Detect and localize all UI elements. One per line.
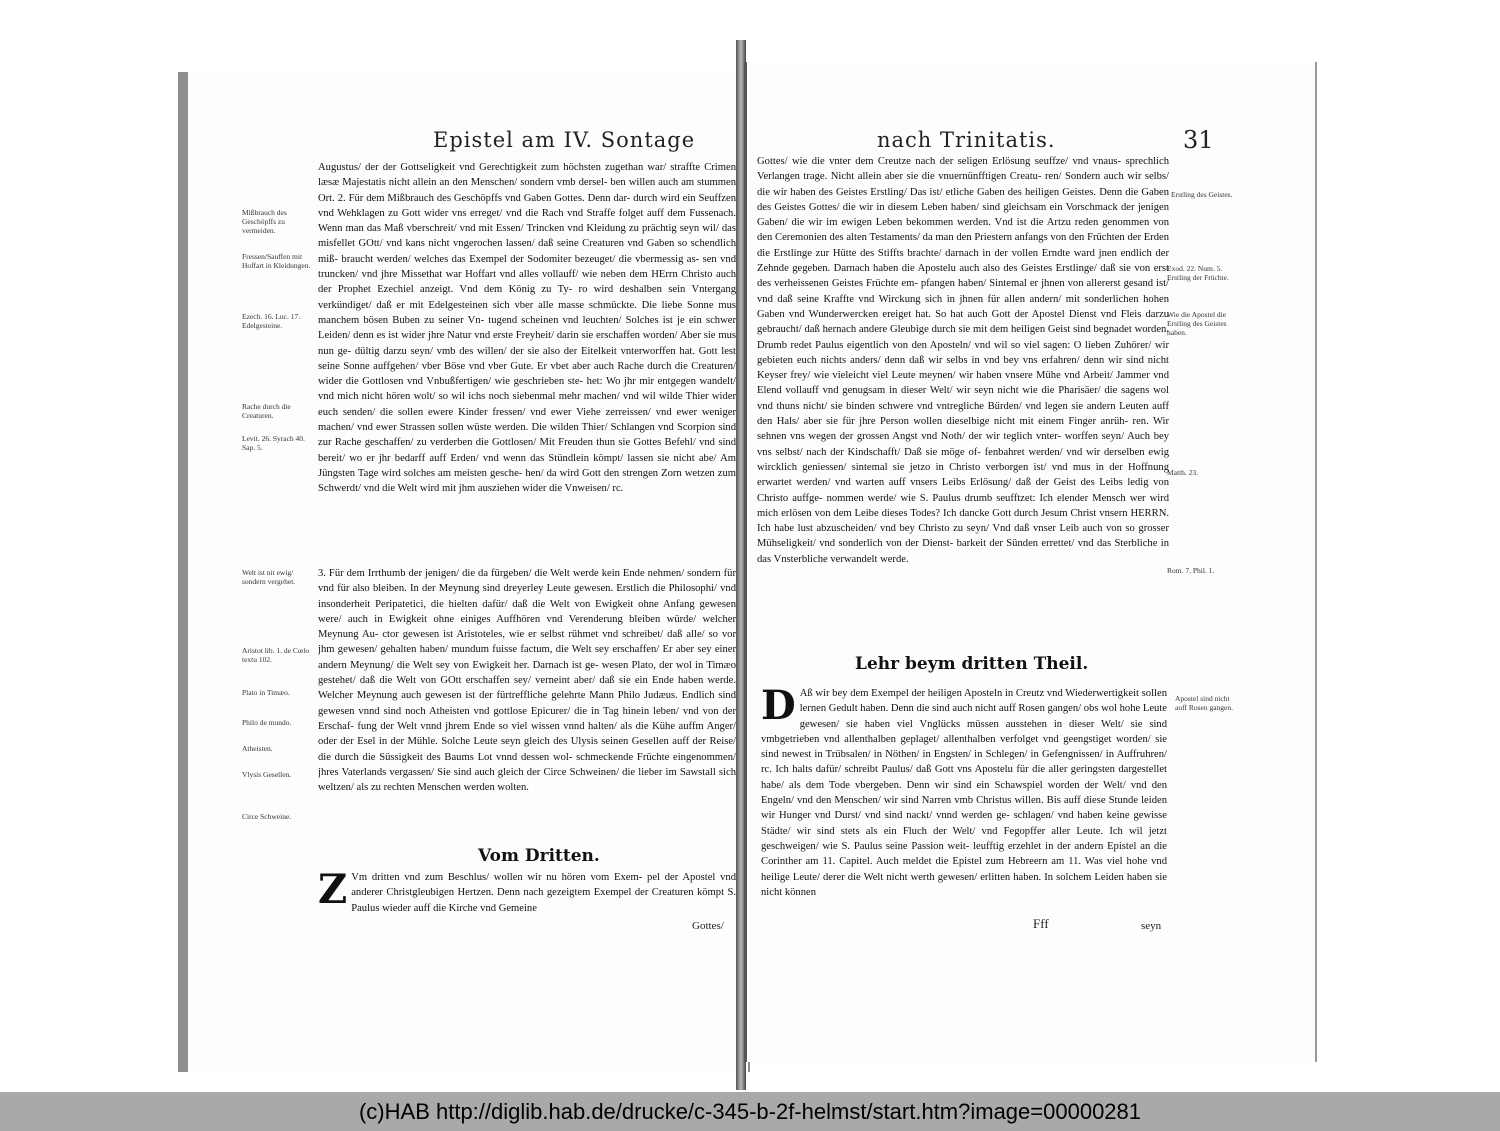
margin-note: Plato in Timæo. [242, 688, 290, 697]
margin-note: Erstling des Geistes. [1171, 190, 1233, 199]
section-heading: Lehr beym dritten Theil. [855, 654, 1089, 674]
margin-note: Ezech. 16. Luc. 17. Edelgesteine. [242, 312, 301, 330]
left-body-paragraph-3 [318, 870, 736, 918]
margin-note: Apostel sind nicht auff Rosen gangen. [1175, 694, 1233, 712]
right-page [744, 62, 1317, 1062]
section-heading: Vom Dritten. [478, 846, 600, 866]
margin-note: Rache durch die Creaturen. [242, 402, 291, 420]
left-page [178, 72, 750, 1072]
drop-cap: Z [318, 870, 348, 913]
paragraph-text: Aß wir bey dem Exempel der heiligen Aposteln in Creutz vnd Wiederwertigkeit sollen lernen Gedult haben. Denn die sind auch nicht auff Rosen gangen/ obs wol hohe Leute gewesen/ sie haben viel Vnglücks müssen ausstehen in dieser Welt/ sie sind vmbgetrieben vnd allenthalben geplaget/ allenthalben verfolget vnd geengstiget worden/ sie sind newest in Trübsalen/ in Nöthen/ in Engsten/ in Schlegen/ in Gefengnissen/ in Auffruhren/ rc. Ich halts dafür/ schreibt Paulus/ daß Gott vns Apostelu für die aller geringsten dargestellet habe/ als dem Tode vbergeben. Denn wir sind ein Schawspiel worden der Welt/ vnd den Engeln/ vnd den Menschen/ wir sind Narren vmb Christus willen. Bis auff diese Stunde leiden wir Hunger vnd Durst/ vnd sind nackt/ vnnd werden ge- schlagen/ vnd haben keine gewisse Städte/ wir sind stets als ein Fluch der Welt/ vnd Fegopffer aller Leute. Ich wil jetzt geschweigen/ wie S. Paulus seine Passion weit- leufftig erzehlet in der andern Epistel an die Corinther am 11. Capitel. Auch meldet die Epistel zum Hebreern am 11. Was viel hohe vnd heilige Leute/ derer die Welt nicht werth gewesen/ erlitten haben. In solchem Leiden haben sie nicht können [761, 688, 1167, 898]
catchword: Gottes/ [692, 920, 724, 932]
margin-note: Levit. 26. Syrach 40. Sap. 5. [242, 434, 305, 452]
footer-url-text: (c)HAB http://diglib.hab.de/drucke/c-345-b-2f-helmst/start.htm?image=00000281 [358, 1098, 1142, 1124]
margin-note: Wie die Apostel die Erstling des Geistes haben. [1167, 310, 1227, 337]
margin-note: Vlysis Gesellen. [242, 770, 292, 779]
margin-note: Welt ist nit ewig/ sondern vergehet. [242, 568, 296, 586]
paragraph-text: Vm dritten vnd zum Beschlus/ wollen wir nu hören vom Exem- pel der Apostel vnd anderer Christgleubigen Hertzen. Denn nach gezeigtem Exempel der Creaturen kömpt S. Paulus wieder auff die Kirche vnd Gemeine [351, 872, 736, 914]
right-running-header: nach Trinitatis. [877, 128, 1056, 152]
margin-note: Aristot lib. 1. de Cœlo textu 102. [242, 646, 310, 664]
margin-note: Atheisten. [242, 744, 273, 753]
drop-cap: D [761, 686, 796, 729]
margin-note: Matth. 23. [1167, 468, 1199, 477]
left-body-paragraph-1: Augustus/ der der Gottseligkeit vnd Gerechtigkeit zum höchsten zugethan war/ straffte Crimen læsæ Majestatis nicht allein an den Menschen/ sondern vmb dersel- ben willen auch am stummen Ort. 2. Für dem Mißbrauch des Geschöpffs vnd Gaben Gottes. Denn dar- durch wird ein Seuffzen vnd Wehklagen zu Gott wider vns erreget/ vnd die Rach vnd Straffe folget auff dem Fussenach. Wenn man das Maß vberschreit/ vnd mit Essen/ Trincken vnd Kleidung zu prächtig seyn wil/ das misfellet GOtt/ vnd kans nicht vngerochen lassen/ daß seine Creaturen vnd Gaben so schendlich miß- braucht werden/ welches das Exempel der Sodomiter bezeuget/ die vbermessig as- sen vnd truncken/ vnd jhre Missethat war Hoffart vnd alles vollauff/ wie neben dem HErrn Christo auch der Prophet Ezechiel anzeigt. Vnd dem König zu Ty- ro wird deshalben sein Vntergang verkündiget/ daß er mit Edelgesteinen sich vber alle masse schmückte. Die liebe Sonne mus manchem bösen Buben zu seiner Vn- tugend scheinen vnd leuchten/ Solches ist je ein schwer Leiden/ denn es ist wider jhre Natur vnd erste Freyheit/ darin sie erschaffen worden/ Aber sie mus nun ge- dültig darzu seyn/ vmb des willen/ der sie also der Eitelkeit vnterworffen hat. Gott lest seine Sonne auffgehen/ vber Böse vnd vber Gute. Er vbet aber auch Rache durch die Creaturen/ wider die Gottlosen vnd Vnbußfertigen/ wie geschrieben ste- het: Wo jhr mir entgegen wandelt/ vnd mich nicht hören wolt/ so wil ichs noch siebenmal mehr machen/ vnd wil wilde Thier wider euch senden/ die sollen ewere Kinder fressen/ vnd ewer Viehe zerreissen/ vnd ewer weniger machen/ vnd ewer Strassen sollen wüste werden. Die wilden Thier/ Schlangen vnd Scorpion sind zur Rache geschaffen/ zu verderben die Gottlosen/ Mit Freuden thun sie Gottes Befehl/ vnd sind bereit/ wo er jhr bedarff auff Erden/ vnd wenn das Stündlein kömpt/ lassen sie nicht abe/ Am Jüngsten Tage wird solches am meisten gesche- hen/ da wird Gott den strengen Zorn wetzen zum Schwerdt/ vnd die Welt wird mit jhm ausziehen wider die Vnweisen/ rc. [318, 162, 736, 495]
left-running-header: Epistel am IV. Sontage [433, 128, 696, 152]
copyright-footer [0, 1092, 1500, 1131]
left-body-paragraph-2: 3. Für dem Irrthumb der jenigen/ die da fürgeben/ die Welt werde kein Ende nehmen/ sondern für vnd für also bleiben. In der Meynung sind dreyerley Leute gewesen. Erstlich die Philosophi/ vnd insonderheit Peripatetici, die hielten dafür/ daß die Welt von Ewigkeit ohne Anfang gewesen were/ auch in Ewigkeit ohne einiges Auffhören vnd Verenderung bleiben würde/ welcher Meynung Au- ctor gewesen ist Aristoteles, wie er selbst rühmet vnd schreibet/ daß alle/ so vor jhm gewesen/ gehalten haben/ mundum fuisse factum, die Welt sey erschaffen/ Er aber sey einer andern Meynung/ die Welt sey von Ewigkeit her. Darnach ist ge- wesen Plato, der wol in Timæo gestehet/ daß die Welt von GOtt erschaffen sey/ verneint aber/ daß sie ein Ende haben werde. Welcher Meynung auch gewesen ist der fürtreffliche gelehrte Mann Philo Judæus. Endlich sind gewesen vnnd sind noch Atheisten vnd gottlose Epicurer/ die in Tag hinein leben/ vnd von der Erschaf- fung der Welt vnnd jhrem Ende so viel wissen vnnd halten/ als die Kühe auffm Anger/ oder der Esel in der Mühle. Solche Leute seyn gleich des Ulysis seinen Gesellen auff der Reise/ die durch die Süssigkeit des Baums Lot vnnd dessen wol- schmeckende Früchte eingenommen/ jhres Vaterlands vergassen/ Sie sind auch gleich der Circe Schweinen/ die lieber im Sawstall sich weltzen/ als zu rechten Menschen werden wolten. [318, 568, 736, 794]
margin-note: Rom. 7. Phil. 1. [1167, 566, 1215, 575]
margin-note: Mißbrauch des Geschöpffs zu vermeiden. [242, 208, 287, 235]
margin-note: Fressen/Sauffen mit Hoffart in Kleidungen. [242, 252, 311, 270]
right-body-paragraph-1: Gottes/ wie die vnter dem Creutze nach der seligen Erlösung seuffze/ vnd vnaus- sprechlich Verlangen trage. Nicht allein aber sie die vnuernünfftigen Creatu- ren/ Sondern auch wir selbs/ die wir haben des Geistes Erstling/ Das ist/ etliche Gaben des heiligen Geistes. Denn die Gaben des Geistes Gottes/ die wir in diesem Leben haben/ sind gleichsam ein Vorschmack der jenigen Gaben/ die wir im ewigen Leben bekommen werden. Vnd ist die Artzu reden genommen von den Ceremonien des alten Testaments/ da man den Priestern anfangs von den Früchten der Erden die Erstlinge zur Hütte des Stiffts brachte/ darnach in der vollen Erndte ward jnen endlich der Zehnde gegeben. Darnach haben die Apostelu auch also des Geistes Erstlinge/ daß sie von erst des verheissenen Geistes Früchte em- pfangen haben/ Sintemal er jhnen von allererst gesand ist/ vnd daß seine Kraffte vnd Wirckung sich in jhnen für allen andern/ mit sonderlichen hohen Gaben vnd Wunderwercken ereiget hat. So hat auch Gott der Apostel Dienst vnd Fleis darzu gebraucht/ daß hernach andere Gleubige durch sie mit dem heiligen Geist sind begnadet worden. Drumb redet Paulus eigentlich von den Aposteln/ vnd wil so viel sagen: O lieben Zuhörer/ wir gebieten euch nichts anders/ denn daß wir selbs in vnd bey vns erfahren/ denn wir sind nicht Keyser frey/ wie vieleicht viel Leute meynen/ wir haben vnsere Mühe vnd Arbeit/ Jammer vnd Elend vollauff vnd genugsam in dieser Welt/ wir seyn nicht wie die Pharisäer/ die sagens wol vnd thuns nicht/ sie binden schwere vnd vntregliche Bürden/ vnd legen sie andern Leuten auff den Hals/ aber sie für jhre Person wollen dieselbige nicht mit einem Finger anrüh- ren. Wir sehnen vns wegen der grossen Angst vnd Noth/ der wir teglich vnter- worffen seyn/ Auch bey vns selbst/ nach der Kindschafft/ Daß sie möge of- fenbahret werden/ vnd wir derselben ewig wircklich geniessen/ sintemal sie jetzo in Christo verborgen ist/ vnd mus in der Hoffnung erwartet werden/ vnd warten auff vnsers Leibs Erlösung/ daß der Geist des Leibs ledig von Christo auffge- nommen werde/ wie S. Paulus drumb seufftzet: Ich elender Mensch wer wird mich erlösen von dem Leibe dieses Todes? Ich dancke Gott durch Jesum Christ vnsern HERRN. Ich habe lust abzuscheiden/ vnd bey Christo zu seyn/ Vnd daß vnser Leib auch von so grosser Mühseligkeit/ vnd sonderlich von der Dienst- barkeit der Sünden errettet/ vnd das Sterbliche in das Vnsterbliche verwandelt werde. [757, 156, 1169, 565]
right-body-paragraph-2 [761, 686, 1167, 932]
page-number: 31 [1183, 126, 1214, 154]
margin-note: Philo de mundo. [242, 718, 292, 727]
catchword: seyn [1141, 920, 1162, 932]
margin-note: Circe Schweine. [242, 812, 292, 821]
margin-note: Exod. 22. Num. 5. Erstling der Früchte. [1167, 264, 1229, 282]
signature-mark: Fff [1033, 916, 1049, 931]
